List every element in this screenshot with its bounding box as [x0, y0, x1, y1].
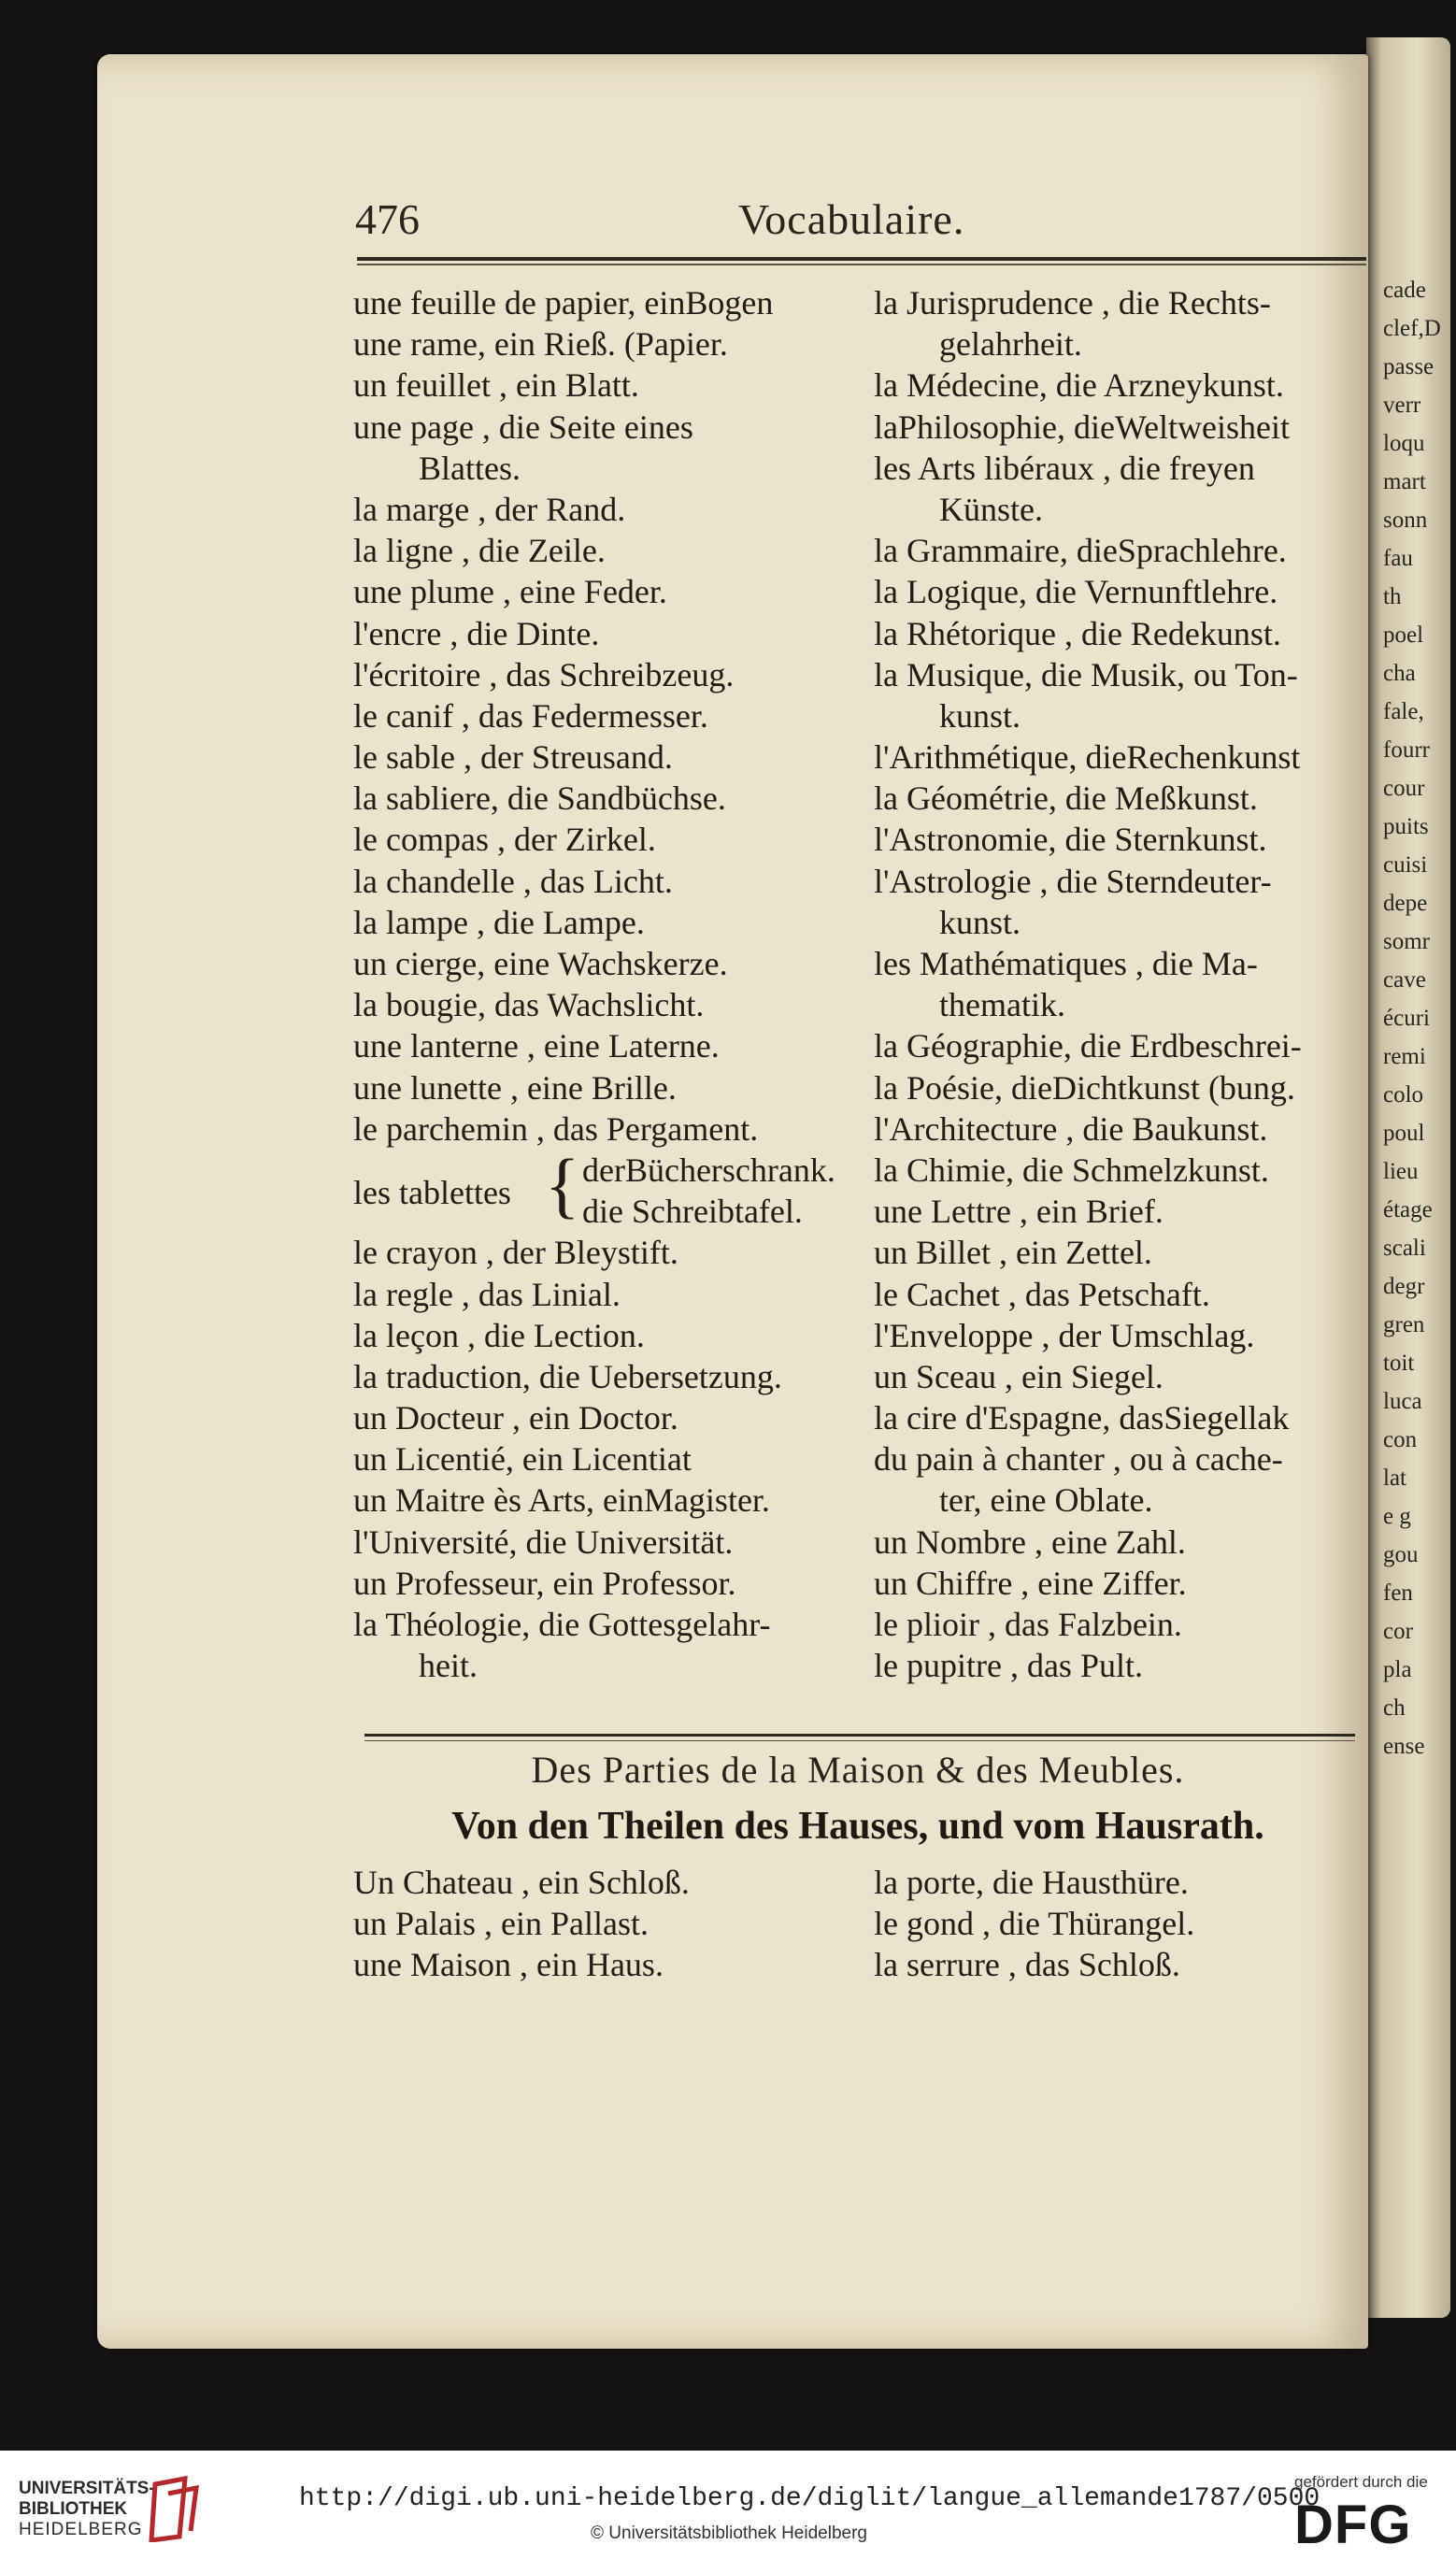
- vocab-entry: une feuille de papier, einBogen: [353, 284, 774, 322]
- next-page-fragment: poul: [1383, 1121, 1425, 1146]
- vocab-entry: une lanterne , eine Laterne.: [353, 1027, 720, 1065]
- vocab-entry: la chandelle , das Licht.: [353, 862, 673, 900]
- next-page-fragment: puits: [1383, 814, 1429, 839]
- next-page-fragment: somr: [1383, 929, 1430, 954]
- furniture-entry: Un Chateau , ein Schloß.: [353, 1864, 690, 1901]
- next-page-fragment: cor: [1383, 1619, 1413, 1644]
- vocab-entry: l'Enveloppe , der Umschlag.: [874, 1316, 1255, 1354]
- vocab-entry: la bougie, das Wachslicht.: [353, 986, 705, 1024]
- vocab-entry: la traduction, die Uebersetzung.: [353, 1357, 782, 1395]
- dfg-logo[interactable]: DFG: [1294, 2495, 1412, 2555]
- next-page-fragment: luca: [1383, 1389, 1422, 1414]
- next-page-fragment: étage: [1383, 1197, 1433, 1222]
- page-number: 476: [355, 195, 420, 243]
- left-column: [353, 282, 858, 1686]
- vocab-entry: un Maitre ès Arts, einMagister.: [353, 1481, 770, 1520]
- vocab-entry: la Musique, die Musik, ou Ton-: [874, 655, 1298, 693]
- furniture-right-list: [874, 1862, 1364, 1986]
- next-page-fragment: poel: [1383, 622, 1424, 648]
- library-line-1: UNIVERSITÄTS-: [19, 2479, 155, 2498]
- vocab-entry: la sabliere, die Sandbüchse.: [353, 779, 726, 818]
- vocab-entry: l'Université, die Universität.: [353, 1523, 734, 1561]
- next-page-fragment: loqu: [1383, 431, 1425, 456]
- running-head: [355, 187, 1364, 252]
- vocab-entry: thematik.: [939, 986, 1065, 1024]
- next-page-fragment: cave: [1383, 967, 1426, 993]
- next-page-fragment: colo: [1383, 1082, 1424, 1108]
- next-page-fragment: passe: [1383, 354, 1435, 379]
- next-page-fragments: [1383, 271, 1450, 1766]
- vocab-entry: la regle , das Linial.: [353, 1275, 621, 1313]
- vocab-entry: un cierge, eine Wachskerze.: [353, 945, 728, 982]
- vocab-entry: ter, eine Oblate.: [939, 1481, 1153, 1520]
- vocab-entry: l'encre , die Dinte.: [353, 614, 600, 652]
- next-page-fragment: verr: [1383, 393, 1421, 418]
- next-page-fragment: con: [1383, 1427, 1418, 1452]
- brace-option-b: die Schreibtafel.: [582, 1192, 803, 1230]
- vocab-entry: la Médecine, die Arzneykunst.: [874, 366, 1284, 405]
- vocab-entry: une plume , eine Feder.: [353, 573, 667, 611]
- next-page-fragment: clef,D: [1383, 316, 1441, 341]
- vocab-entry: la Logique, die Vernunftlehre.: [874, 573, 1278, 611]
- vocab-entry: l'Astronomie, die Sternkunst.: [874, 821, 1267, 859]
- vocab-entry: Künste.: [939, 490, 1043, 528]
- vocab-entry: la Géographie, die Erdbeschrei-: [874, 1027, 1302, 1065]
- vocab-entry: heit.: [419, 1647, 478, 1685]
- vocab-entry: la Poésie, dieDichtkunst (bung.: [874, 1068, 1295, 1107]
- vocab-entry: Blattes.: [419, 449, 521, 487]
- next-page-fragment: e g: [1383, 1504, 1411, 1529]
- vocab-entry: la marge , der Rand.: [353, 490, 626, 528]
- next-page-fragment: fourr: [1383, 737, 1430, 763]
- furniture-entry: un Palais , ein Pallast.: [353, 1905, 649, 1943]
- next-page-fragment: écuri: [1383, 1006, 1430, 1031]
- vocab-entry: une lunette , eine Brille.: [353, 1068, 677, 1107]
- next-page-fragment: cade: [1383, 278, 1426, 303]
- section-rule: [364, 1734, 1355, 1737]
- header-rule: [357, 257, 1366, 261]
- next-page-fragment: fale,: [1383, 699, 1424, 724]
- furniture-left-column: [353, 1862, 858, 1986]
- next-page-fragment: cour: [1383, 776, 1425, 801]
- vocab-entry: un Nombre , eine Zahl.: [874, 1523, 1186, 1561]
- right-column: [874, 282, 1364, 1686]
- section-heading-fr: Des Parties de la Maison & des Meubles.: [531, 1749, 1185, 1791]
- section-rule-thin: [364, 1740, 1355, 1741]
- vocab-entry: les Mathématiques , die Ma-: [874, 945, 1258, 982]
- next-page-fragment: ch: [1383, 1695, 1406, 1721]
- vocab-entry: le pupitre , das Pult.: [874, 1647, 1143, 1685]
- next-page-fragment: cha: [1383, 661, 1416, 686]
- brace-option-a: derBücherschrank.: [582, 1151, 835, 1189]
- left-entry-list-2: [353, 1232, 858, 1686]
- vocab-entry: kunst.: [939, 903, 1021, 941]
- vocab-entry: un Sceau , ein Siegel.: [874, 1357, 1163, 1395]
- vocab-entry: les Arts libéraux , die freyen: [874, 449, 1255, 487]
- vocab-entry: le crayon , der Bleystift.: [353, 1234, 678, 1272]
- next-page-fragment: pla: [1383, 1657, 1412, 1682]
- next-page-edge: [1366, 37, 1450, 2318]
- vocab-entry: laPhilosophie, dieWeltweisheit: [874, 407, 1291, 446]
- furniture-entry: la porte, die Hausthüre.: [874, 1864, 1189, 1901]
- furniture-entry: une Maison , ein Haus.: [353, 1946, 664, 1984]
- next-page-fragment: mart: [1383, 469, 1426, 494]
- vocab-entry: la cire d'Espagne, dasSiegellak: [874, 1399, 1290, 1437]
- vocab-entry: gelahrheit.: [939, 325, 1082, 364]
- next-page-fragment: lat: [1383, 1465, 1406, 1491]
- viewer-footer: [0, 2451, 1456, 2559]
- section-heading-de: Von den Theilen des Hauses, und vom Hausrath.: [451, 1805, 1264, 1848]
- vocab-entry: la Chimie, die Schmelzkunst.: [874, 1151, 1269, 1189]
- next-page-fragment: gren: [1383, 1312, 1425, 1337]
- next-page-fragment: gou: [1383, 1542, 1419, 1567]
- funding-caption: gefördert durch die: [1294, 2473, 1428, 2491]
- vocab-entry: l'écritoire , das Schreibzeug.: [353, 655, 735, 693]
- vocab-entry: la Géométrie, die Meßkunst.: [874, 779, 1258, 818]
- next-page-fragment: fau: [1383, 546, 1413, 571]
- library-line-2: BIBLIOTHEK: [19, 2499, 128, 2519]
- vocab-entry: un feuillet , ein Blatt.: [353, 366, 639, 405]
- vocab-entry: le Cachet , das Petschaft.: [874, 1275, 1210, 1313]
- vocab-entry: la Théologie, die Gottesgelahr-: [353, 1606, 771, 1644]
- vocab-entry: la lampe , die Lampe.: [353, 903, 645, 941]
- header-rule-thin: [357, 264, 1366, 265]
- vocab-entry: le parchemin , das Pergament.: [353, 1109, 759, 1148]
- vocab-entry: un Chiffre , eine Ziffer.: [874, 1564, 1187, 1602]
- copyright-notice: © Universitätsbibliothek Heidelberg: [591, 2523, 867, 2543]
- vocab-entry: une rame, ein Rieß. (Papier.: [353, 325, 728, 364]
- furniture-entry: la serrure , das Schloß.: [874, 1946, 1180, 1984]
- vocab-entry: la Jurisprudence , die Rechts-: [874, 284, 1271, 322]
- vocab-entry: kunst.: [939, 696, 1021, 735]
- vocab-entry: le sable , der Streusand.: [353, 738, 673, 777]
- vocab-entry: un Licentié, ein Licentiat: [353, 1440, 692, 1479]
- right-entry-list: [874, 282, 1364, 1686]
- vocab-entry: du pain à chanter , ou à cache-: [874, 1440, 1283, 1479]
- vocab-entry: une Lettre , ein Brief.: [874, 1193, 1163, 1231]
- next-page-fragment: remi: [1383, 1044, 1426, 1069]
- page-title: Vocabulaire.: [738, 195, 965, 243]
- vocab-entry: la ligne , die Zeile.: [353, 532, 606, 570]
- brace-icon: {: [545, 1143, 580, 1225]
- vocab-entry: la Rhétorique , die Redekunst.: [874, 614, 1281, 652]
- next-page-fragment: depe: [1383, 891, 1428, 916]
- page-url-link[interactable]: http://digi.ub.uni-heidelberg.de/diglit/langue_allemande1787/0500: [299, 2484, 1320, 2513]
- next-page-fragment: cuisi: [1383, 852, 1428, 878]
- vocab-entry: le canif , das Federmesser.: [353, 696, 708, 735]
- next-page-fragment: th: [1383, 584, 1402, 609]
- furniture-right-column: [874, 1862, 1364, 1986]
- vocab-entry: la leçon , die Lection.: [353, 1316, 645, 1354]
- furniture-entry: le gond , die Thürangel.: [874, 1905, 1195, 1943]
- brace-label: les tablettes: [353, 1173, 511, 1211]
- library-logo-icon[interactable]: [148, 2475, 204, 2542]
- vocab-entry: un Professeur, ein Professor.: [353, 1564, 736, 1602]
- vocab-entry: le plioir , das Falzbein.: [874, 1606, 1182, 1643]
- vocab-entry: une page , die Seite eines: [353, 407, 693, 446]
- vocab-entry: l'Arithmétique, dieRechenkunst: [874, 738, 1301, 777]
- next-page-fragment: degr: [1383, 1274, 1425, 1299]
- library-line-3: HEIDELBERG: [19, 2520, 143, 2539]
- vocab-entry: l'Architecture , die Baukunst.: [874, 1109, 1268, 1148]
- vocab-entry: l'Astrologie , die Sterndeuter-: [874, 862, 1272, 900]
- vocab-entry: la Grammaire, dieSprachlehre.: [874, 532, 1287, 570]
- next-page-fragment: toit: [1383, 1351, 1415, 1376]
- next-page-fragment: sonn: [1383, 508, 1428, 533]
- next-page-fragment: ense: [1383, 1734, 1425, 1759]
- brace-entry: [353, 1143, 858, 1232]
- vocab-entry: un Billet , ein Zettel.: [874, 1234, 1152, 1272]
- next-page-fragment: scali: [1383, 1236, 1426, 1261]
- left-entry-list: [353, 282, 858, 1150]
- vocab-entry: le compas , der Zirkel.: [353, 821, 656, 859]
- vocab-entry: un Docteur , ein Doctor.: [353, 1399, 678, 1437]
- furniture-left-list: [353, 1862, 858, 1986]
- next-page-fragment: lieu: [1383, 1159, 1419, 1184]
- next-page-fragment: fen: [1383, 1580, 1413, 1606]
- library-logo-text[interactable]: [19, 2479, 155, 2540]
